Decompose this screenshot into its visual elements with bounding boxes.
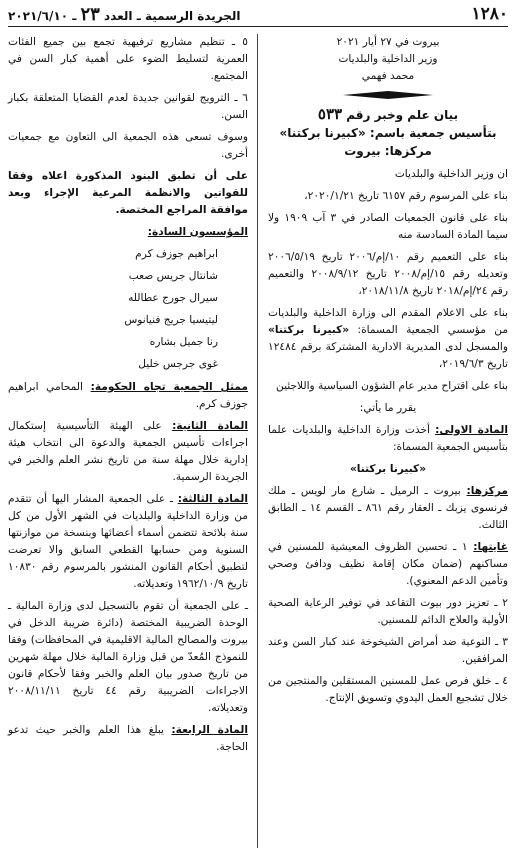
article-3-finance: ـ على الجمعية أن تقوم بالتسجيل لدى وزارة المالية ـ الوحدة الضريبية المختصة (دائرة ضريبة الدخل في بيروت والمصالح المالية الاقليمية في المحافظات) وفقا للنموذج المُعدّ من قبل وزارة المالية خلال مهلة شهرين من تاريخ صدور بيان العلم والخبر وفقا لأحكام قانون الاجراءات الضريبية رقم ٤٤ تاريخ ٢٠٠٨/١١/١١ وتعديلاته. <box>8 600 248 714</box>
separator-ornament <box>268 91 508 99</box>
hq-address: مركزها: بيروت ـ الرميل ـ شارع مار لويس ـ ملك فرنسوى يزبك ـ العقار رقم ٨٦١ ـ القسم ١٤ ـ الطابق الثالث. <box>268 485 508 531</box>
issue-number: ٢٣ <box>80 3 100 25</box>
article-1-label: المادة الاولى: <box>435 424 508 436</box>
sign-title: وزير الداخلية والبلديات <box>338 53 438 65</box>
cooperation-note: وسوف تسعى هذه الجمعية الى التعاون مع جمعيات أخرى. <box>8 131 248 160</box>
goal-4: ٤ ـ خلق فرص عمل للمسنين المستقلين والمنتجين من خلال تشجيع العمل اليدوي وتسويق الإنتاج. <box>268 675 508 704</box>
article-4: المادة الرابعة: يبلغ هذا العلم والخبر حيث تدعو الحاجة. <box>8 724 248 753</box>
list-item: شانتال جريس صعب <box>128 270 218 282</box>
para-proposal: بناء على اقتراح مدير عام الشؤون السياسية واللاجئين <box>276 380 508 392</box>
issue-date: ـ ٢٠٢١/٦/١٠ <box>8 8 77 23</box>
list-item: ليتيسيا جريج فنيانوس <box>124 314 218 326</box>
para-law: بناء على قانون الجمعيات الصادر في ٣ آب ١٩٠٩ ولا سيما المادة السادسة منه <box>268 212 508 241</box>
article-3: المادة الثالثة: ـ على الجمعية المشار اليها أن تتقدم من وزارة الداخلية والبلديات في الشهر الأول من كل سنة بلائحة تتضمن أسماء أعضائها وبنسخة من موازنتها السنوية ومن حسابها القطعي السابق والا تعرضت لتطبيق أحكام القانون المنشور بالمرسوم رقم ١٠٨٣٠ تاريخ ١٩٦٢/١٠/٩ وتعديلاته. <box>8 493 248 590</box>
spindle-divider-icon <box>343 91 433 99</box>
notice-hq-line: مركزها: بيروت <box>344 144 432 158</box>
para-notice: بناء على الاعلام المقدم الى وزارة الداخلية والبلديات من مؤسسي الجمعية المسماة: «كبيرنا بركتنا» والمسجل لدى المديرية الادارية المشتركة برقم ١٢٤٨٤ تاريخ ٢٠١٩/٦/٣، <box>268 307 509 370</box>
column-divider <box>257 34 258 848</box>
bold-clause: على أن تطبق البنود المذكورة اعلاه وفقا للقوانين والانظمة المرعية الإجراء وبعد موافقة المراجع المختصة. <box>8 170 248 216</box>
list-item: ابراهيم جوزف كرم <box>135 248 218 260</box>
goal-5: ٥ ـ تنظيم مشاريع ترفيهية تجمع بين جميع الفئات العمرية لتسليط الضوء على أهمية كبار السن في المجتمع. <box>8 36 248 82</box>
list-item: سيرال جورج عطالله <box>128 292 218 304</box>
goal-6: ٦ ـ الترويج لقوانين جديدة لعدم القضايا المتعلقة بكبار السن. <box>8 92 248 121</box>
notice-title: بيان علم وخبر رقم ٥٣٣ <box>317 105 459 123</box>
goals-label: غايتها: <box>473 541 508 553</box>
notice-assoc-line: بتأسيس جمعية باسم: «كبيرنا بركتنا» <box>279 126 497 140</box>
goal-3: ٣ ـ التوعية ضد أمراض الشيخوخة عند كبار السن وعند المرافقين. <box>268 636 508 665</box>
left-column <box>8 34 248 761</box>
list-item: رنا جميل بشاره <box>149 336 218 348</box>
article-2: المادة الثانية: على الهيئة التأسيسية إستكمال اجراءات تأسيس الجمعية والدعوة الى انتخاب هيئة إدارية خلال مهلة سنة من تاريخ نشر العلم والخبر في الجريدة الرسمية. <box>8 420 248 483</box>
para-circular: بناء على التعميم رقم ١٠/إم/٢٠٠٦ تاريخ ٢٠٠٦/٥/١٩ وتعديله رقم ١٥/إم/٢٠٠٨ تاريخ ٢٠٠٨/٩/١٢ والتعميم رقم ٢٤/إم/٢٠١٨ تاريخ ٢٠١٨/١١/٨، <box>268 251 508 297</box>
article-1: المادة الاولى: أخذت وزارة الداخلية والبلديات علما بتأسيس الجمعية المسماة: <box>268 424 508 453</box>
article-3-label: المادة الثالثة: <box>177 493 248 505</box>
notice-number: ٥٣٣ <box>317 105 343 123</box>
article-4-label: المادة الرابعة: <box>171 724 248 736</box>
goal-2: ٢ ـ تعزيز دور بيوت التقاعد في توفير الرعاية الصحية الأولية والعلاج الدائم للمسنين. <box>268 597 508 626</box>
para-minister: ان وزير الداخلية والبلديات <box>394 168 508 180</box>
article-2-label: المادة الثانية: <box>172 420 248 432</box>
government-rep: ممثل الجمعية تجاه الحكومة: المحامي ابراهيم جوزف كرم. <box>8 381 248 410</box>
decides-line: يقرر ما يأتي: <box>359 402 417 414</box>
para-decree: بناء على المرسوم رقم ٦١٥٧ تاريخ ٢٠٢٠/١/٢١، <box>304 190 508 202</box>
page-header <box>8 4 508 24</box>
sign-place-date: بيروت في ٢٧ أيار ٢٠٢١ <box>336 36 440 48</box>
header-rule <box>8 26 508 27</box>
founders-label: المؤسسون السادة: <box>147 226 248 238</box>
assoc-name: «كبيرنا بركتنا» <box>349 463 427 475</box>
sign-name: محمد فهمي <box>361 70 415 82</box>
page-number: ١٢٨٠ <box>471 4 508 24</box>
gazette-name: الجريدة الرسمية ـ العدد <box>104 8 241 23</box>
goal-1: غايتها: ١ ـ تحسين الظروف المعيشية للمسنين في مساكنهم (ضمان مكان إقامة نظيف ودافئ وصحي وتأمين الدعم المعنوي). <box>268 541 508 587</box>
list-item: غوى جرجس خليل <box>138 358 218 370</box>
founders-list <box>8 243 248 375</box>
gazette-issue-line <box>8 4 241 25</box>
right-column <box>268 34 508 712</box>
